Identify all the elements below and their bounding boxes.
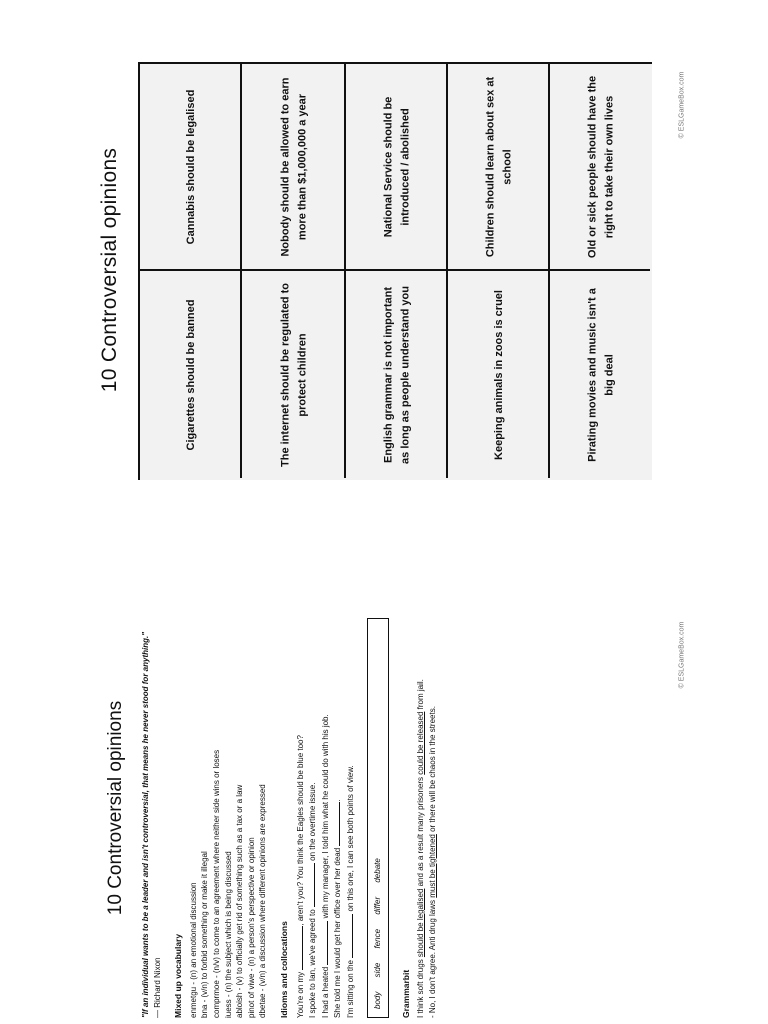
worksheet-copyright: © ESLGameBox.com xyxy=(678,621,686,689)
idiom-sentence xyxy=(319,618,332,1018)
opinion-cards-grid xyxy=(138,62,652,480)
quote-author: — Richard Nixon xyxy=(152,957,162,1018)
grammar-line xyxy=(415,618,427,1018)
grammar-text: and as a result many prisoners xyxy=(416,774,426,889)
grammar-underlined: should be legalised xyxy=(416,888,426,958)
opinion-card-8 xyxy=(346,64,448,270)
idiom-text: , aren't you? You think the Eagles should be blue too? xyxy=(295,735,305,926)
idiom-text: on this one, I can see both points of view. xyxy=(345,765,355,914)
idiom-text: You're on my xyxy=(295,969,305,1018)
opinion-card-text: Pirating movies and music isn't a big deal xyxy=(586,288,615,462)
grammar-text: I think soft drugs xyxy=(416,957,426,1018)
opinion-card-text: English grammar is not important as long as people understand you xyxy=(382,286,411,464)
idiom-text: I spoke to Ian, we've agreed to xyxy=(308,907,318,1018)
idiom-text: I'm sitting on the xyxy=(345,957,355,1018)
vocab-item: comprmoe - (n/v) to come to an agreement where neither side wins or loses xyxy=(211,749,221,1018)
opinion-card-9 xyxy=(448,64,550,270)
opinion-card-text: Cannabis should be legalised xyxy=(184,89,197,245)
idioms-heading: Idioms and collocations xyxy=(278,921,289,1018)
vocab-item: pinot of viwe - (n) a person's perspective or opinion xyxy=(246,837,256,1018)
grammar-underlined: must be tightened xyxy=(427,834,437,898)
opinion-card-2 xyxy=(242,270,346,480)
vocab-item: bna - (v/n) to forbid something or make it illegal xyxy=(200,851,210,1018)
opinion-card-10 xyxy=(550,64,652,270)
cards-title: 10 Controversial opinions xyxy=(98,147,121,393)
word-option: debate xyxy=(372,858,382,883)
vocab-heading: Mixed up vocabulary xyxy=(173,933,184,1018)
grammar-underlined: could be released xyxy=(416,711,426,775)
grammar-line xyxy=(427,618,439,1018)
grammar-heading: Grammarbit xyxy=(400,969,411,1018)
grammar-text: - No, I don't agree. Anti drug laws xyxy=(427,897,437,1018)
grid-divider xyxy=(548,64,550,478)
cards-copyright: © ESLGameBox.com xyxy=(678,71,686,139)
opinion-card-text: National Service should be introduced / abolished xyxy=(382,96,411,238)
grid-divider xyxy=(446,64,448,478)
idiom-sentence xyxy=(344,618,357,1018)
word-box xyxy=(367,618,389,1018)
grid-divider xyxy=(240,64,242,478)
nixon-quote: "If an individual wants to be a leader and isn't controversial, that means he never stood for anything." xyxy=(141,631,150,1018)
opinion-card-text: Nobody should be allowed to earn more than $1,000,000 a year xyxy=(279,77,308,257)
grammar-text: or there will be chaos in the streets. xyxy=(427,706,437,835)
idiom-text: on the overtime issue. xyxy=(308,782,318,864)
worksheet-body xyxy=(140,618,525,1018)
answer-blank[interactable] xyxy=(319,921,328,965)
grid-divider xyxy=(344,64,346,478)
word-option: fence xyxy=(372,928,382,949)
vocab-item: dbetae - (v/n) a discussion where different opinions are expressed xyxy=(258,784,268,1018)
idiom-text: I had a heated xyxy=(320,964,330,1018)
opinion-card-3 xyxy=(346,270,448,480)
worksheet-title: 10 Controversial opinions xyxy=(105,700,126,916)
opinion-card-text: Keeping animals in zoos is cruel xyxy=(492,290,505,460)
opinion-card-1 xyxy=(140,270,242,480)
word-option: body xyxy=(372,991,382,1009)
vocab-section xyxy=(173,618,269,1018)
idiom-sentence xyxy=(331,618,344,1018)
grammar-text: from jail. xyxy=(416,679,426,712)
idiom-sentence xyxy=(306,618,319,1018)
opinion-card-7 xyxy=(242,64,346,270)
vocab-item: abloish - (v) to officially get rid of something such as a tax or a law xyxy=(235,784,245,1018)
grid-divider xyxy=(140,269,650,271)
opinion-card-text: Cigarettes should be banned xyxy=(184,299,197,451)
answer-blank[interactable] xyxy=(331,802,340,846)
answer-blank[interactable] xyxy=(294,926,303,970)
word-option: differ xyxy=(372,896,382,915)
opinion-card-text: Children should learn about sex at school xyxy=(484,76,513,258)
idiom-text: She told me I would get her office over her dead xyxy=(333,845,343,1018)
opinion-card-4 xyxy=(448,270,550,480)
idiom-text: . xyxy=(333,799,343,802)
opinion-card-5 xyxy=(550,270,652,480)
answer-blank[interactable] xyxy=(306,863,315,907)
idiom-sentence xyxy=(294,618,307,1018)
opinion-card-6 xyxy=(140,64,242,270)
idioms-section xyxy=(279,618,357,1018)
idiom-text: with my manager, I told him what he could do with his job. xyxy=(320,714,330,921)
grammar-section xyxy=(401,618,439,1018)
vocab-item: iuess - (n) the subject which is being discussed xyxy=(223,851,233,1018)
opinion-card-text: Old or sick people should have the right to take their own lives xyxy=(586,75,615,259)
word-option: side xyxy=(372,962,382,978)
answer-blank[interactable] xyxy=(344,914,353,958)
opinion-card-text: The internet should be regulated to protect children xyxy=(279,283,308,467)
vocab-item: enmetgu - (n) an emotional discussion xyxy=(188,882,198,1018)
